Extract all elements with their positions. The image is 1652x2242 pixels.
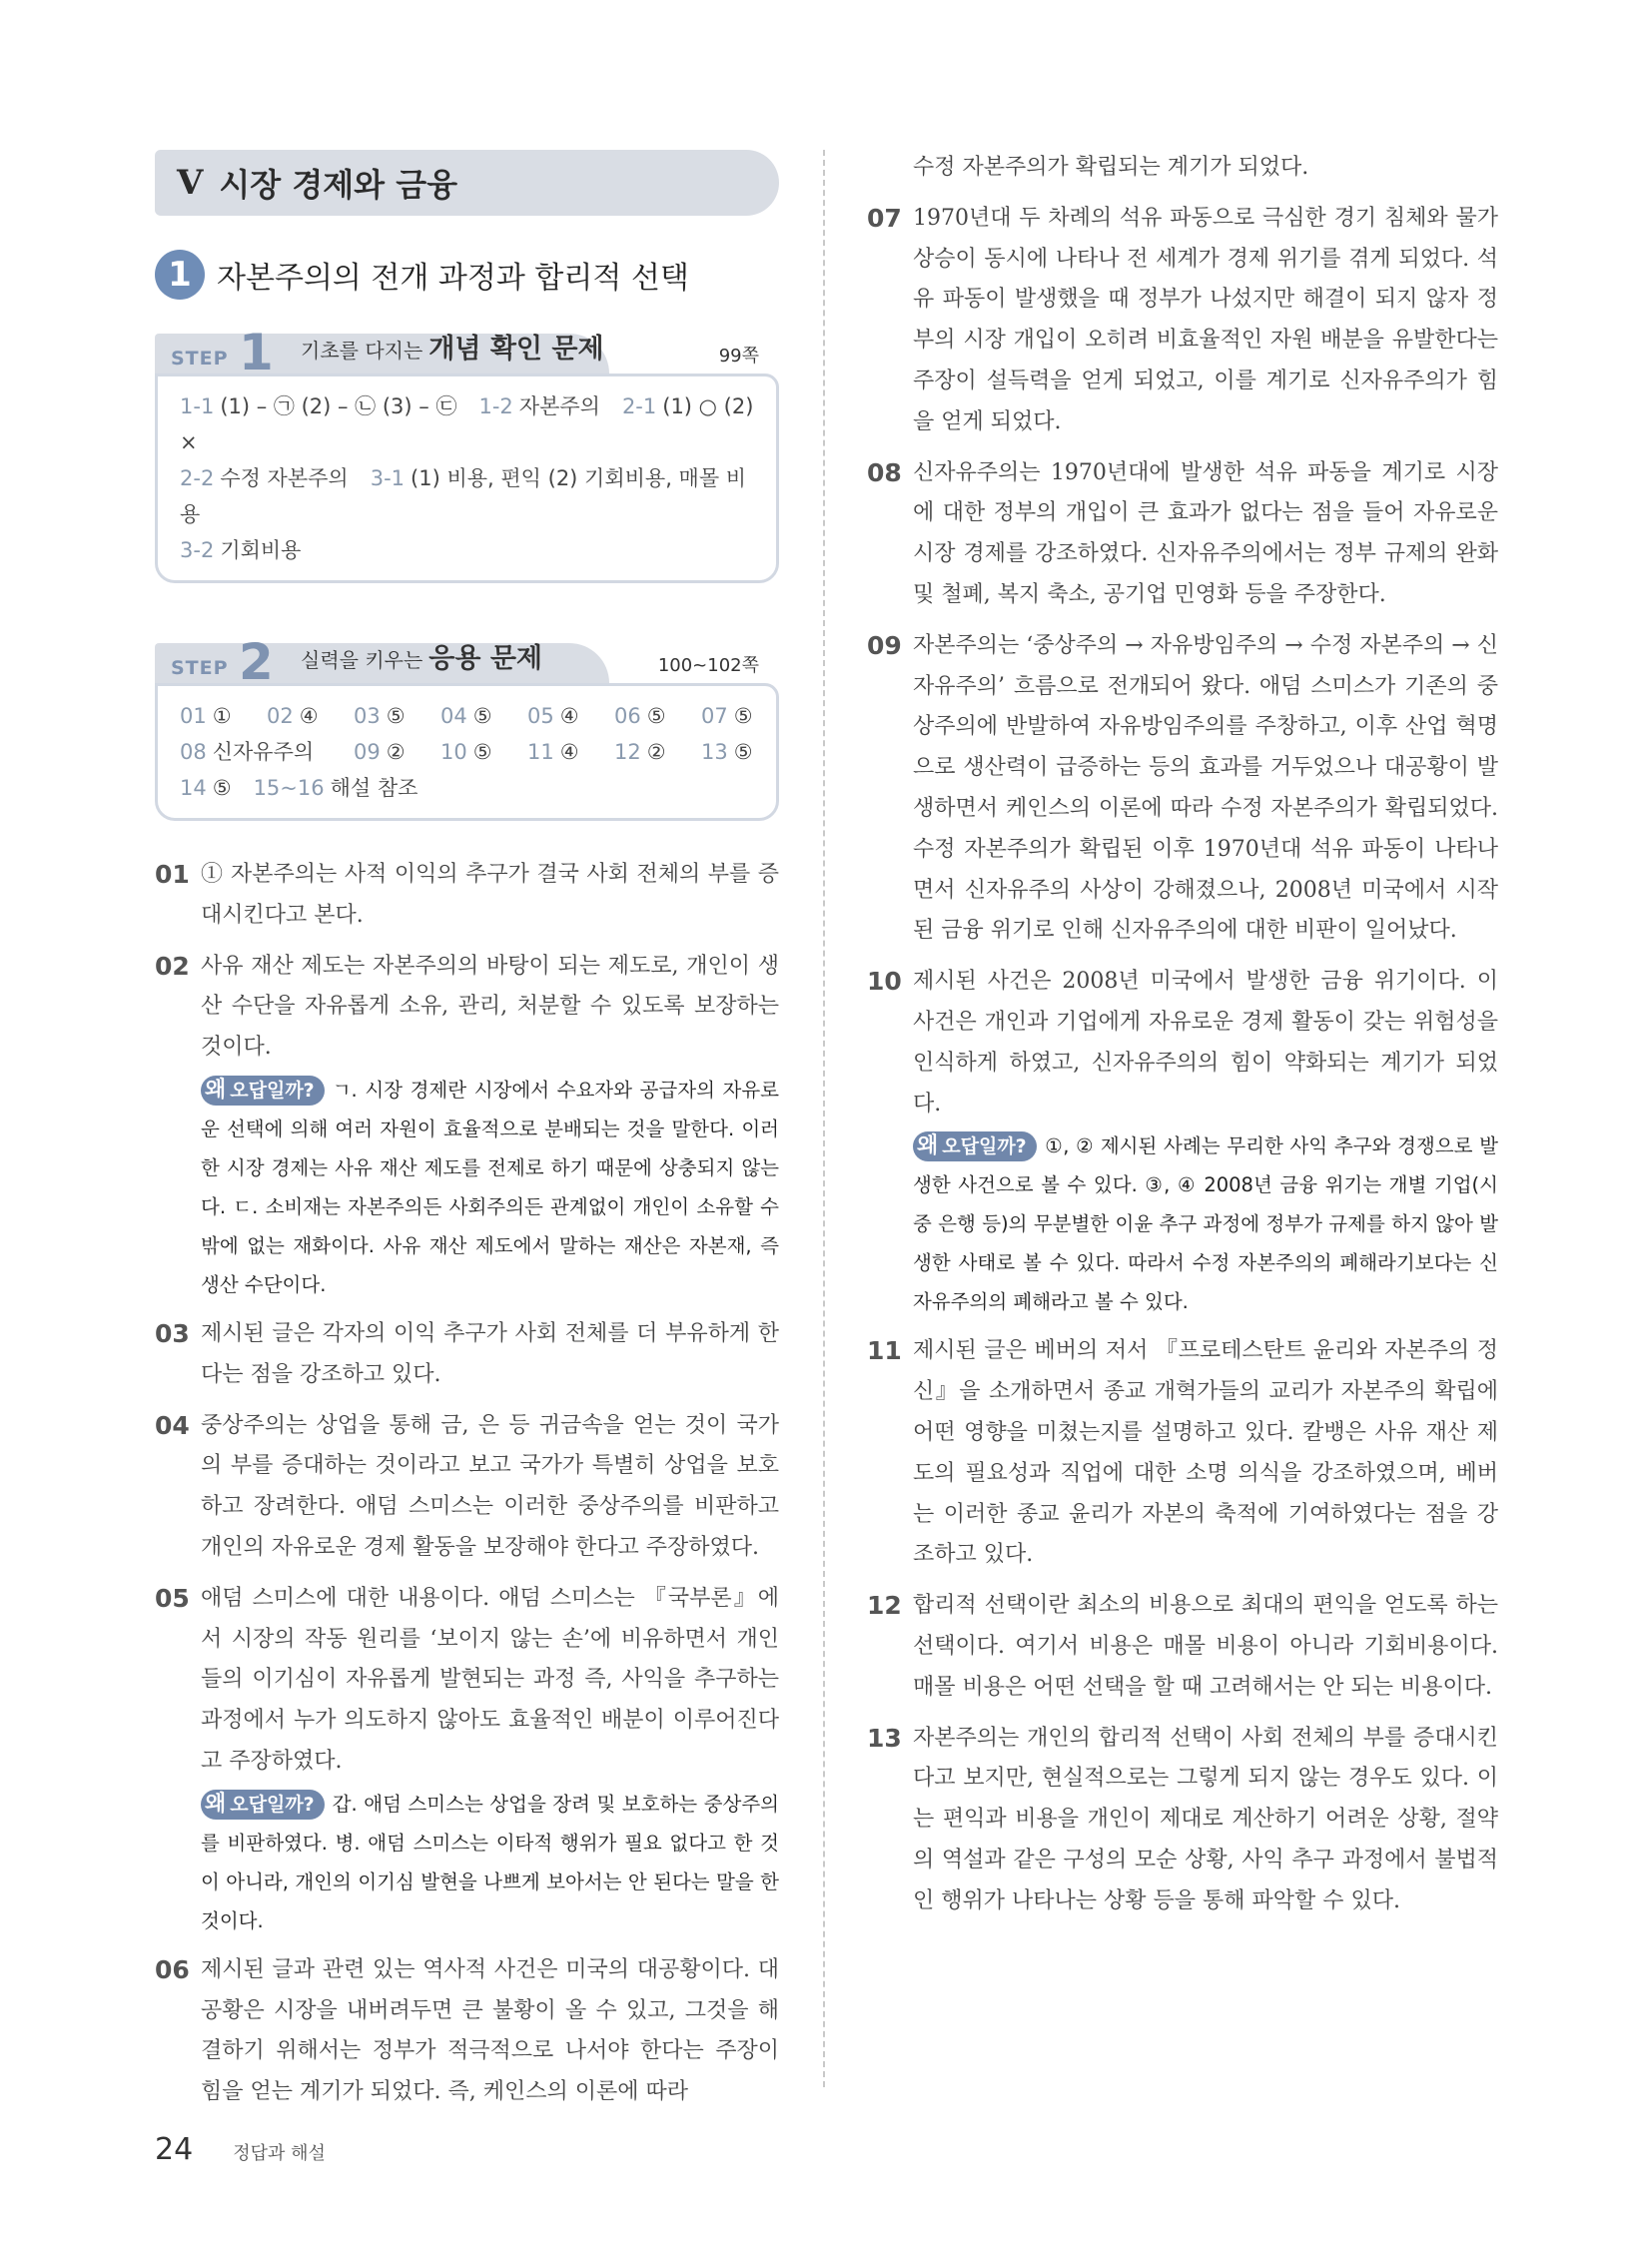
answer-number: 1-1 <box>180 394 215 418</box>
answer-number: 1-2 <box>478 394 513 418</box>
wrong-answer-note <box>913 1126 1498 1321</box>
answer-number: 10 <box>440 740 467 764</box>
answer-number: 11 <box>527 740 554 764</box>
answer-number: 05 <box>527 704 554 728</box>
answer-value: ⑤ <box>472 740 492 764</box>
left-column <box>155 150 779 2113</box>
explanation-item <box>155 1314 779 1396</box>
badge-label: 오답일까? <box>230 1079 315 1102</box>
right-explanations <box>867 199 1498 1922</box>
left-explanations <box>155 855 779 2113</box>
answer-number: 04 <box>440 704 467 728</box>
step1-word: STEP <box>171 348 229 370</box>
why-wrong-badge <box>201 1790 325 1820</box>
answer-line <box>180 532 754 568</box>
wrong-answer-note <box>201 1071 779 1304</box>
answer-number: 02 <box>267 704 294 728</box>
item-number: 13 <box>867 1723 902 1753</box>
item-body <box>913 1331 1498 1576</box>
answer-line <box>180 460 754 532</box>
why-label: 왜 <box>917 1133 939 1159</box>
answer-number: 14 <box>180 776 207 800</box>
item-text: 중상주의는 상업을 통해 금, 은 등 귀금속을 얻는 것이 국가의 부를 증대하는 것이라고 보고 국가가 특별히 상업을 보호하고 장려한다. 애덤 스미스는 이러한 중상주의를 비판하고 개인의 자유로운 경제 활동을 보장해야 한다고 주장하였다. <box>201 1412 779 1560</box>
step1-heading: 기초를 다지는 개념 확인 문제 <box>301 334 604 365</box>
answer-cell <box>354 734 440 770</box>
item-body <box>201 1579 779 1940</box>
item-number: 09 <box>867 630 902 660</box>
item-body <box>913 962 1498 1321</box>
explanation-item <box>867 453 1498 616</box>
answer-value: (1) 비용, 편익 (2) 기회비용, 매몰 비용 <box>180 466 747 526</box>
answer-number: 09 <box>354 740 381 764</box>
item-number: 01 <box>155 860 190 889</box>
why-label: 왜 <box>205 1791 227 1817</box>
step1-box <box>155 326 779 583</box>
item-number: 04 <box>155 1410 190 1440</box>
item-number: 11 <box>867 1336 902 1366</box>
explanation-item <box>867 1719 1498 1922</box>
answer-value: (1) – ㉠ (2) – ㉡ (3) – ㉢ <box>220 394 457 418</box>
explanation-item <box>155 1950 779 2113</box>
item-number: 10 <box>867 967 902 997</box>
answer-cell <box>180 698 267 734</box>
item-text: 제시된 글은 각자의 이익 추구가 사회 전체를 더 부유하게 한다는 점을 강조하고 있다. <box>201 1320 779 1387</box>
step2-box <box>155 635 779 821</box>
answer-number: 13 <box>701 740 728 764</box>
item-body <box>201 947 779 1304</box>
answer-value: ② <box>646 740 666 764</box>
answer-value: ④ <box>299 704 319 728</box>
explanation-item <box>155 1579 779 1940</box>
item-number: 08 <box>867 457 902 487</box>
explanation-item <box>867 1586 1498 1708</box>
answer-cell <box>440 734 527 770</box>
answer-value: 수정 자본주의 <box>220 466 349 490</box>
answer-number: 07 <box>701 704 728 728</box>
answer-cell <box>701 698 788 734</box>
explanation-item <box>867 199 1498 443</box>
answer-number: 06 <box>614 704 641 728</box>
section-header <box>155 250 779 300</box>
note-text: ①, ② 제시된 사례는 무리한 사익 추구와 경쟁으로 발생한 사건으로 볼 수 있다. ③, ④ 2008년 금융 위기는 개별 기업(시중 은행 등)의 무분별한 이윤 추구 과정에 정부가 규제를 하지 않아 발생한 사태로 볼 수 있다. 따라서 수정 자본주의의 폐해라기보다는 신자유주의의 폐해라고 볼 수 있다. <box>913 1134 1498 1314</box>
step1-answers <box>155 374 779 583</box>
answer-cell <box>440 698 527 734</box>
continued-text: 수정 자본주의가 확립되는 계기가 되었다. <box>913 155 1309 180</box>
explanation-item <box>155 947 779 1304</box>
section-number: 1 <box>155 250 205 300</box>
answer-cell <box>267 698 354 734</box>
answer-cell <box>701 734 788 770</box>
item-body <box>913 453 1498 616</box>
item-text: 합리적 선택이란 최소의 비용으로 최대의 편익을 얻도록 하는 선택이다. 여기서 비용은 매몰 비용이 아니라 기회비용이다. 매몰 비용은 어떤 선택을 할 때 고려해서는 안 되는 비용이다. <box>913 1593 1498 1700</box>
item-text: 제시된 글과 관련 있는 역사적 사건은 미국의 대공황이다. 대공황은 시장을 내버려두면 큰 불황이 올 수 있고, 그것을 해결하기 위해서는 정부가 적극적으로 나서야 한다는 주장이 힘을 얻는 계기가 되었다. 즉, 케인스의 이론에 따라 <box>201 1956 779 2105</box>
answer-line <box>180 770 754 806</box>
step1-number: 1 <box>239 324 274 381</box>
step2-number: 2 <box>239 633 274 691</box>
step1-tab <box>155 324 779 381</box>
item-text: 제시된 사건은 2008년 미국에서 발생한 금융 위기이다. 이 사건은 개인과 기업에게 자유로운 경제 활동이 갖는 위험성을 인식하게 하였고, 신자유주의의 힘이 약화되는 계기가 되었다. <box>913 969 1498 1117</box>
answer-value: ⑤ <box>733 704 753 728</box>
explanation-item <box>867 626 1498 952</box>
answer-number: 3-2 <box>180 538 215 562</box>
item-number: 03 <box>155 1318 190 1348</box>
item-text: ① 자본주의는 사적 이익의 추구가 결국 사회 전체의 부를 증대시킨다고 본다. <box>201 862 779 928</box>
page-number: 24 <box>155 2132 194 2167</box>
step2-pages: 100~102쪽 <box>657 655 759 676</box>
wrong-answer-note <box>201 1785 779 1940</box>
answer-grid <box>180 698 754 770</box>
answer-number: 08 <box>180 740 207 764</box>
page-footer <box>155 2132 326 2167</box>
item-body <box>201 1950 779 2113</box>
footer-text: 정답과 해설 <box>233 2143 326 2164</box>
answer-number: 03 <box>354 704 381 728</box>
answer-cell <box>527 734 614 770</box>
explanation-item <box>155 855 779 937</box>
explanation-item <box>155 1406 779 1569</box>
item-body <box>913 1719 1498 1922</box>
answer-value: (1) ○ (2) × <box>180 394 754 454</box>
chapter-title: 시장 경제와 금융 <box>219 166 458 204</box>
answer-number: 01 <box>180 704 207 728</box>
item-body <box>201 1406 779 1569</box>
chapter-roman: V <box>177 163 204 203</box>
answer-line <box>180 388 754 460</box>
item-number: 02 <box>155 951 190 981</box>
item-number: 07 <box>867 203 902 233</box>
item-body <box>913 199 1498 443</box>
answer-value: ② <box>386 740 406 764</box>
section-title: 자본주의의 전개 과정과 합리적 선택 <box>217 261 689 296</box>
answer-cell <box>180 734 354 770</box>
answer-cell <box>614 734 701 770</box>
answer-number: 2-2 <box>180 466 215 490</box>
explanation-item <box>867 1331 1498 1576</box>
item-body <box>913 1586 1498 1708</box>
answer-value: ⑤ <box>386 704 406 728</box>
answer-number: 3-1 <box>370 466 406 490</box>
item-number: 12 <box>867 1591 902 1621</box>
answer-value: ④ <box>559 704 579 728</box>
right-column <box>867 148 1498 1921</box>
item-text: 제시된 글은 베버의 저서 『프로테스탄트 윤리와 자본주의 정신』을 소개하면서 종교 개혁가들의 교리가 자본주의 확립에 어떤 영향을 미쳤는지를 설명하고 있다. 칼뱅은 사유 재산 제도의 필요성과 직업에 대한 소명 의식을 강조하였으며, 베버는 이러한 종교 윤리가 자본의 축적에 기여하였다는 점을 강조하고 있다. <box>913 1338 1498 1568</box>
why-label: 왜 <box>205 1077 227 1103</box>
item-text: 자본주의는 ‘중상주의 → 자유방임주의 → 수정 자본주의 → 신자유주의’ 흐름으로 전개되어 왔다. 애덤 스미스가 기존의 중상주의에 반발하여 자유방임주의를 주창하고, 이후 산업 혁명으로 생산력이 급증하는 등의 효과를 거두었으나 대공황이 발생하면서 케인스의 이론에 따라 수정 자본주의가 확립되었다. 수정 자본주의가 확립된 이후 1970년대 석유 파동이 나타나면서 신자유주의 사상이 강해졌으나, 2008년 미국에서 시작된 금융 위기로 인해 신자유주의에 대한 비판이 일어났다. <box>913 632 1498 944</box>
item-text: 애덤 스미스에 대한 내용이다. 애덤 스미스는 『국부론』에서 시장의 작동 원리를 ‘보이지 않는 손’에 비유하면서 개인들의 이기심이 자유롭게 발현되는 과정 즉, 사익을 추구하는 과정에서 누가 의도하지 않아도 효율적인 배분이 이루어진다고 주장하였다. <box>201 1585 779 1774</box>
note-text: 갑. 애덤 스미스는 상업을 장려 및 보호하는 중상주의를 비판하였다. 병. 애덤 스미스는 이타적 행위가 필요 없다고 한 것이 아니라, 개인의 이기심 발현을 나쁘게 보아서는 안 된다는 말을 한 것이다. <box>201 1792 779 1932</box>
step2-tab <box>155 633 779 691</box>
item-text: 자본주의는 개인의 합리적 선택이 사회 전체의 부를 증대시킨다고 보지만, 현실적으로는 그렇게 되지 않는 경우도 있다. 이는 편익과 비용을 개인이 제대로 계산하기 어려운 상황, 절약의 역설과 같은 구성의 모순 상황, 사익 추구 과정에서 불법적인 행위가 나타나는 상황 등을 통해 파악할 수 있다. <box>913 1725 1498 1913</box>
step2-answers <box>155 683 779 821</box>
answer-cell <box>614 698 701 734</box>
item-body <box>913 626 1498 952</box>
explanation-item <box>867 962 1498 1321</box>
answer-cell <box>354 698 440 734</box>
item-number: 05 <box>155 1583 190 1613</box>
item-body <box>201 1314 779 1396</box>
item-body <box>201 855 779 937</box>
badge-label: 오답일까? <box>230 1793 315 1816</box>
answer-cell <box>527 698 614 734</box>
answer-value: ⑤ <box>646 704 666 728</box>
why-wrong-badge <box>201 1076 325 1106</box>
step2-word: STEP <box>171 657 229 679</box>
answer-value: 신자유주의 <box>212 740 315 764</box>
item-text: 사유 재산 제도는 자본주의의 바탕이 되는 제도로, 개인이 생산 수단을 자유롭게 소유, 관리, 처분할 수 있도록 보장하는 것이다. <box>201 953 779 1061</box>
column-divider <box>823 150 825 2087</box>
answer-value: ⑤ <box>212 776 232 800</box>
note-text: ㄱ. 시장 경제란 시장에서 수요자와 공급자의 자유로운 선택에 의해 여러 자원이 효율적으로 분배되는 것을 말한다. 이러한 시장 경제는 사유 재산 제도를 전제로 하기 때문에 상충되지 않는다. ㄷ. 소비재는 자본주의든 사회주의든 관계없이 개인이 소유할 수밖에 없는 재화이다. 사유 재산 제도에서 말하는 재산은 자본재, 즉 생산 수단이다. <box>201 1078 779 1296</box>
answer-value: ⑤ <box>472 704 492 728</box>
answer-number: 15~16 <box>253 776 325 800</box>
answer-number: 12 <box>614 740 641 764</box>
chapter-header <box>155 150 779 216</box>
step1-pages: 99쪽 <box>718 346 759 367</box>
answer-number: 2-1 <box>621 394 657 418</box>
badge-label: 오답일까? <box>942 1135 1027 1158</box>
answer-value: ① <box>212 704 232 728</box>
item-text: 신자유주의는 1970년대에 발생한 석유 파동을 계기로 시장에 대한 정부의 개입이 큰 효과가 없다는 점을 들어 자유로운 시장 경제를 강조하였다. 신자유주의에서는 정부 규제의 완화 및 철폐, 복지 축소, 공기업 민영화 등을 주장한다. <box>913 459 1498 607</box>
answer-value: 해설 참조 <box>330 776 418 800</box>
answer-value: 자본주의 <box>518 394 600 418</box>
answer-value: ⑤ <box>733 740 753 764</box>
item-number: 06 <box>155 1954 190 1984</box>
answer-value: ④ <box>559 740 579 764</box>
step2-heading: 실력을 키우는 응용 문제 <box>301 643 543 674</box>
item-text: 1970년대 두 차례의 석유 파동으로 극심한 경기 침체와 물가 상승이 동시에 나타나 전 세계가 경제 위기를 겪게 되었다. 석유 파동이 발생했을 때 정부가 나섰지만 해결이 되지 않자 정부의 시장 개입이 오히려 비효율적인 자원 배분을 유발한다는 주장이 설득력을 얻게 되었고, 이를 계기로 신자유주의가 힘을 얻게 되었다. <box>913 205 1498 434</box>
why-wrong-badge <box>913 1131 1037 1161</box>
answer-value: 기회비용 <box>220 538 302 562</box>
